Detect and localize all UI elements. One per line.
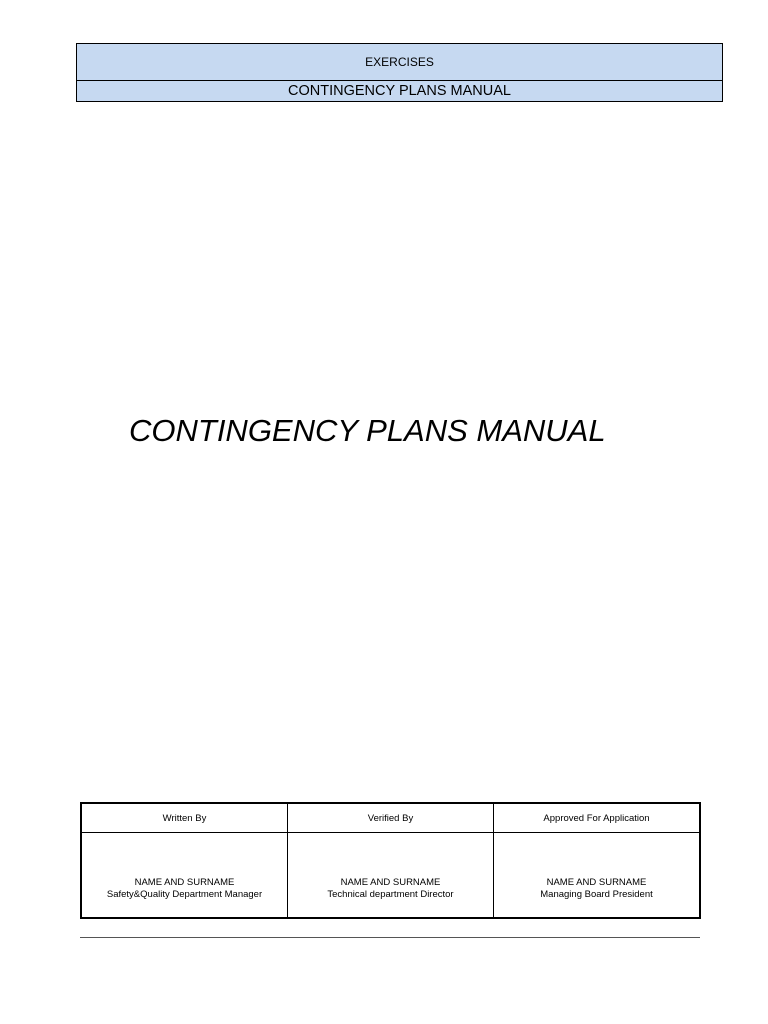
signature-column-approved [494,804,699,917]
document-header [76,43,723,102]
signature-table [80,802,701,919]
signature-column-written [82,804,288,917]
signature-heading: Approved For Application [494,804,699,833]
signature-role: Managing Board President [540,889,653,900]
signature-name: NAME AND SURNAME [134,877,235,888]
signature-name: NAME AND SURNAME [340,877,441,888]
header-section-label: EXERCISES [77,44,722,81]
header-title: CONTINGENCY PLANS MANUAL [288,83,511,99]
signature-name: NAME AND SURNAME [546,877,647,888]
signature-column-verified [288,804,494,917]
signature-body [494,833,699,917]
signature-body [82,833,287,917]
signature-role: Technical department Director [327,889,454,900]
signature-heading: Verified By [288,804,493,833]
signature-role: Safety&Quality Department Manager [106,889,263,900]
footer-divider [80,937,700,938]
page-title: CONTINGENCY PLANS MANUAL [129,413,606,448]
signature-heading: Written By [82,804,287,833]
signature-body [288,833,493,917]
